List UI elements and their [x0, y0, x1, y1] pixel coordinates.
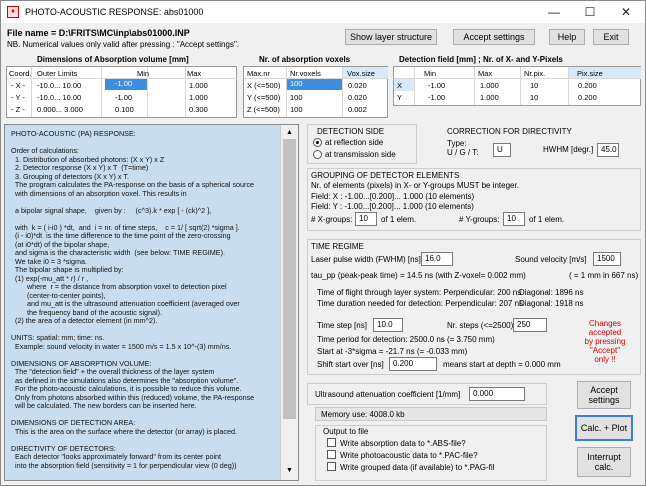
accept-settings-button[interactable]: Accept settings — [577, 381, 631, 409]
voxels-table — [243, 66, 388, 118]
shift-input[interactable]: 0.200 — [389, 357, 437, 371]
info-text-line: The "detection field" + the overall thickness of the layer system — [11, 367, 215, 376]
scroll-thumb[interactable] — [283, 139, 296, 419]
close-button[interactable]: ✕ — [620, 5, 632, 19]
time-regime-title: TIME REGIME — [311, 242, 364, 251]
detfield-row-x-min[interactable]: -1.00 — [428, 81, 446, 90]
shift-suffix: means start at depth = 0.000 mm — [443, 360, 561, 369]
dims-title: Dimensions of Absorption volume [mm] — [37, 55, 189, 64]
detfield-row-x-max[interactable]: 1.000 — [480, 81, 499, 90]
abs-file-checkbox[interactable] — [327, 438, 336, 447]
info-text-line: into the absorption field (sensitivity = 1 for perpendicular view (0 deg)) — [11, 460, 237, 470]
info-text-line: and mu_att is the ultrasound attenuation coefficient (averaged over — [11, 299, 240, 308]
grouping-field-y: Field: Y : -1.00...[0.200]... 1.000 (10 elements) — [311, 202, 474, 211]
info-text-line: For the photo-acoustic calculations, it is possible to reduce this volume. — [11, 384, 242, 393]
info-text-line: Each detector "looks approximately forward" from its center point — [11, 452, 222, 461]
time-of-flight-text: Time of flight through layer system: Perpendicular: 200 ns — [317, 288, 522, 297]
pag-file-label: Write grouped data (if available) to *.PAG-fil — [340, 463, 495, 472]
hwhm-input[interactable]: 45.0 — [597, 143, 619, 157]
detfield-row-y-pixsize: 0.200 — [578, 93, 597, 102]
voxels-header-nr: Nr.voxels — [290, 69, 321, 78]
voxels-header-max: Max.nr — [247, 69, 270, 78]
dims-row-y-outer: -10.0... 10.00 — [37, 93, 82, 102]
duration-diag: Diagonal: 1918 ns — [519, 299, 584, 308]
info-text-line: a bipolar signal shape, given by : (c^3).k * exp [ - (ck)^2 ], — [11, 205, 212, 215]
dims-row-y-min[interactable]: -1.00 — [115, 93, 133, 102]
grouping-title: GROUPING OF DETECTOR ELEMENTS — [311, 171, 460, 180]
warning-line-3: by pressing — [584, 337, 626, 346]
info-text-line: The program calculates the PA-response on the basis of a spherical source — [11, 180, 255, 189]
info-text-line: The bipolar shape is multiplied by: — [11, 265, 124, 274]
time-period-text: Time period for detection: 2500.0 ns (= 3.750 mm) — [317, 335, 495, 344]
info-text-line: with k = ( i-i0 ) *dt, and i = nr. of time steps, c = 1/ [ sqrt(2) *sigma ]. — [11, 222, 240, 232]
voxels-row-y-count[interactable]: 100 — [290, 93, 303, 102]
validity-note: NB. Numerical values only valid after pressing : "Accept settings". — [7, 40, 239, 49]
dims-table — [6, 66, 237, 118]
info-text-line: UNITS: spatial: mm; time: ns. — [11, 333, 105, 342]
info-text-line: We take i0 = 3 *sigma. — [11, 256, 87, 266]
shift-label: Shift start over [ns] — [317, 360, 384, 369]
scroll-down-icon[interactable]: ▼ — [286, 467, 293, 474]
voxels-row-x-size: 0.020 — [348, 81, 367, 90]
detfield-title: Detection field [mm] ; Nr. of X- and Y-Pixels — [399, 55, 563, 64]
attenuation-input[interactable]: 0.000 — [469, 387, 525, 401]
info-text-line: DIRECTIVITY OF DETECTORS: — [11, 443, 116, 453]
duration-text: Time duration needed for detection: Perpendicular: 207 ns — [317, 299, 524, 308]
app-logo-icon: ♦ — [7, 6, 19, 18]
memory-text: Memory use: 4008.0 kb — [321, 410, 405, 419]
directivity-type-input[interactable]: U — [493, 143, 511, 157]
time-step-label: Time step [ns] — [317, 321, 367, 330]
pulse-width-label: Laser pulse width (FWHM) [ns] — [311, 255, 421, 264]
xgroups-input[interactable]: 10 — [355, 212, 377, 226]
info-text-line: (1) exp(-mu_att * r) / r , — [11, 273, 89, 283]
pac-file-label: Write photoacoustic data to *.PAC-file? — [340, 451, 478, 460]
output-title: Output to file — [323, 427, 369, 436]
detfield-row-y-min[interactable]: -1.00 — [428, 93, 446, 102]
radio-reflection-side[interactable] — [313, 138, 322, 147]
interrupt-calc-button[interactable]: Interrupt calc. — [577, 447, 631, 477]
ygroups-input[interactable]: 10 — [503, 212, 525, 226]
dims-header-max: Max — [187, 69, 202, 78]
voxels-row-y-label: Y (<=500) — [247, 93, 281, 102]
dims-row-y-coord: - Y - — [11, 93, 25, 102]
radio-transmission-side[interactable] — [313, 150, 322, 159]
taupp-text: tau_pp (peak-peak time) = 14.5 ns (with Z-voxel= 0.002 mm) — [311, 271, 526, 280]
detfield-row-y-max[interactable]: 1.000 — [480, 93, 499, 102]
grouping-note: Nr. of elements (pixels) in X- or Y-groups MUST be integer. — [311, 181, 519, 190]
warning-line-4: "Accept" — [589, 346, 621, 355]
sound-velocity-input[interactable]: 1500 — [593, 252, 621, 266]
info-text-line: with dimensions of an absorption voxel. This results in — [11, 188, 187, 198]
warning-line-5: only !! — [594, 355, 616, 364]
detfield-row-x-pixsize: 0.200 — [578, 81, 597, 90]
info-text-line: (center-to-center points), — [11, 290, 106, 300]
dims-row-x-max[interactable]: 1.000 — [189, 81, 208, 90]
detfield-header-nrpix: Nr.pix. — [524, 69, 546, 78]
info-text-line: 3. Grouping of detectors (X x Y) x T. — [11, 171, 129, 181]
voxels-row-y-size: 0.020 — [348, 93, 367, 102]
voxels-header-size: Vox.size — [343, 67, 388, 78]
time-step-input[interactable]: 10.0 — [373, 318, 403, 332]
dims-header-outer: Outer Limits — [37, 69, 78, 78]
info-text-line: the frequency band of the acoustic signal). — [11, 307, 163, 317]
attenuation-label: Ultrasound attenuation coefficient [1/mm] — [315, 390, 461, 399]
scroll-up-icon[interactable]: ▲ — [286, 129, 293, 136]
info-text-line: Example: sound velocity in water = 1500 m/s = 1.5 x 10^-(3) mm/ns. — [11, 341, 232, 351]
detfield-table — [393, 66, 641, 106]
dims-row-x-coord: - X - — [11, 81, 26, 90]
abs-file-label: Write absorption data to *.ABS-file? — [340, 439, 466, 448]
radio-transmission-label: at transmission side — [325, 150, 396, 159]
info-text-line: DIMENSIONS OF ABSORPTION VOLUME: — [11, 358, 152, 368]
info-text-line: (2) the area of a detector element (in mm^2). — [11, 316, 158, 325]
file-name-label: File name = D:\FRITS\MC\inp\abs01000.INP — [7, 28, 190, 38]
pulse-width-input[interactable]: 16.0 — [421, 252, 453, 266]
warning-line-2: accepted — [588, 328, 622, 337]
help-button[interactable]: Help — [549, 29, 585, 45]
dims-row-z-max[interactable]: 0.300 — [189, 105, 208, 114]
directivity-type-label: Type: — [447, 139, 467, 148]
ygroups-label: # Y-groups: — [459, 215, 500, 224]
dims-row-z-coord: - Z - — [11, 105, 25, 114]
detfield-header-max: Max — [478, 69, 493, 78]
minimize-button[interactable]: — — [548, 5, 560, 19]
info-text-line: and sigma is the characteristic width (see below: TIME REGIME). — [11, 248, 225, 257]
info-text-line: Order of calculations: — [11, 146, 79, 155]
pac-file-checkbox[interactable] — [327, 450, 336, 459]
voxels-row-z-label: Z (<=500) — [247, 105, 280, 114]
warning-line-1: Changes — [588, 319, 622, 328]
time-of-flight-diag: Diagonal: 1896 ns — [519, 288, 584, 297]
voxels-row-x-count[interactable]: 100 — [287, 79, 342, 90]
info-scrollbar[interactable] — [280, 125, 298, 480]
voxels-row-x-label: X (<=500) — [247, 81, 281, 90]
info-text-pane[interactable] — [4, 124, 299, 481]
pag-file-checkbox[interactable] — [327, 462, 336, 471]
detfield-row-x-nrpix[interactable]: 10 — [530, 81, 539, 90]
exit-button[interactable]: Exit — [593, 29, 629, 45]
title-bar — [1, 1, 645, 23]
dims-row-z-min[interactable]: 0.100 — [115, 105, 134, 114]
detfield-row-x-label: X — [394, 79, 414, 91]
detfield-header-min: Min — [424, 69, 437, 78]
info-text-line: 1. Distribution of absorbed photons: (X x Y) x Z — [11, 154, 165, 164]
info-text-line: where r = the distance from absorption voxel to detection pixel — [11, 282, 227, 291]
grouping-field-x: Field: X : -1.00...[0.200]... 1.000 (10 elements) — [311, 192, 475, 201]
info-text-line: DIMENSIONS OF DETECTION AREA: — [11, 418, 136, 427]
dims-row-y-max[interactable]: 1.000 — [189, 93, 208, 102]
info-text-line: Only from photons absorbed within this (reduced) volume, the PA-response — [11, 392, 255, 402]
calc-plot-button[interactable]: Calc. + Plot — [575, 415, 633, 441]
info-text-line: (i - i0)*dt is the time difference to the time point of the zero-crossing — [11, 231, 231, 240]
sound-velocity-label: Sound velocity [m/s] — [515, 255, 587, 264]
window-title: PHOTO-ACOUSTIC RESPONSE: abs01000 — [25, 7, 204, 17]
dims-header-coord: Coord. — [9, 69, 32, 78]
nr-steps-input[interactable]: 250 — [513, 318, 547, 332]
dims-row-x-outer: -10.0... 10.00 — [37, 81, 82, 90]
voxels-row-z-count[interactable]: 100 — [290, 105, 303, 114]
detfield-row-y-nrpix[interactable]: 10 — [530, 93, 539, 102]
detfield-header-pixsize: Pix.size — [569, 67, 641, 78]
info-text-line: will be calculated. The new borders can be inserted here. — [11, 401, 197, 410]
start-text: Start at -3*sigma = -21.7 ns (= -0.033 mm) — [317, 347, 468, 356]
dims-row-z-outer: 0.000... 3.000 — [37, 105, 83, 114]
voxels-row-z-size: 0.002 — [348, 105, 367, 114]
info-text-line: This is the area on the surface where the detector (or array) is placed. — [11, 426, 237, 436]
nr-steps-label: Nr. steps (<=2500) — [447, 321, 514, 330]
ygroups-suffix: of 1 elem. — [529, 215, 565, 224]
info-text-line: 2. Detector response (X x Y) x T (T=time) — [11, 163, 149, 172]
directivity-type-options: U / G / T: — [447, 148, 479, 157]
info-text-line: PHOTO-ACOUSTIC (PA) RESPONSE: — [11, 129, 136, 138]
info-text-line: as defined in the simulations also determines the "absorption volume". — [11, 375, 239, 385]
maximize-button[interactable]: ☐ — [584, 5, 596, 19]
voxels-title: Nr. of absorption voxels — [259, 55, 351, 64]
show-layer-structure-button[interactable]: Show layer structure — [345, 29, 437, 45]
detfield-row-y-label: Y — [397, 93, 403, 102]
radio-reflection-label: at reflection side — [325, 138, 384, 147]
directivity-title: CORRECTION FOR DIRECTIVITY — [447, 127, 572, 136]
xgroups-label: # X-groups: — [311, 215, 353, 224]
taupp-right: ( = 1 mm in 667 ns) — [569, 271, 639, 280]
dims-row-x-min[interactable]: -1.00 — [105, 79, 147, 90]
xgroups-suffix: of 1 elem. — [381, 215, 417, 224]
info-text-line: (at i0*dt) of the bipolar shape, — [11, 239, 110, 249]
hwhm-label: HWHM [degr.] — [543, 145, 594, 154]
accept-settings-top-button[interactable]: Accept settings — [453, 29, 535, 45]
dims-header-min: Min — [137, 69, 150, 78]
detection-side-title: DETECTION SIDE — [317, 127, 385, 136]
